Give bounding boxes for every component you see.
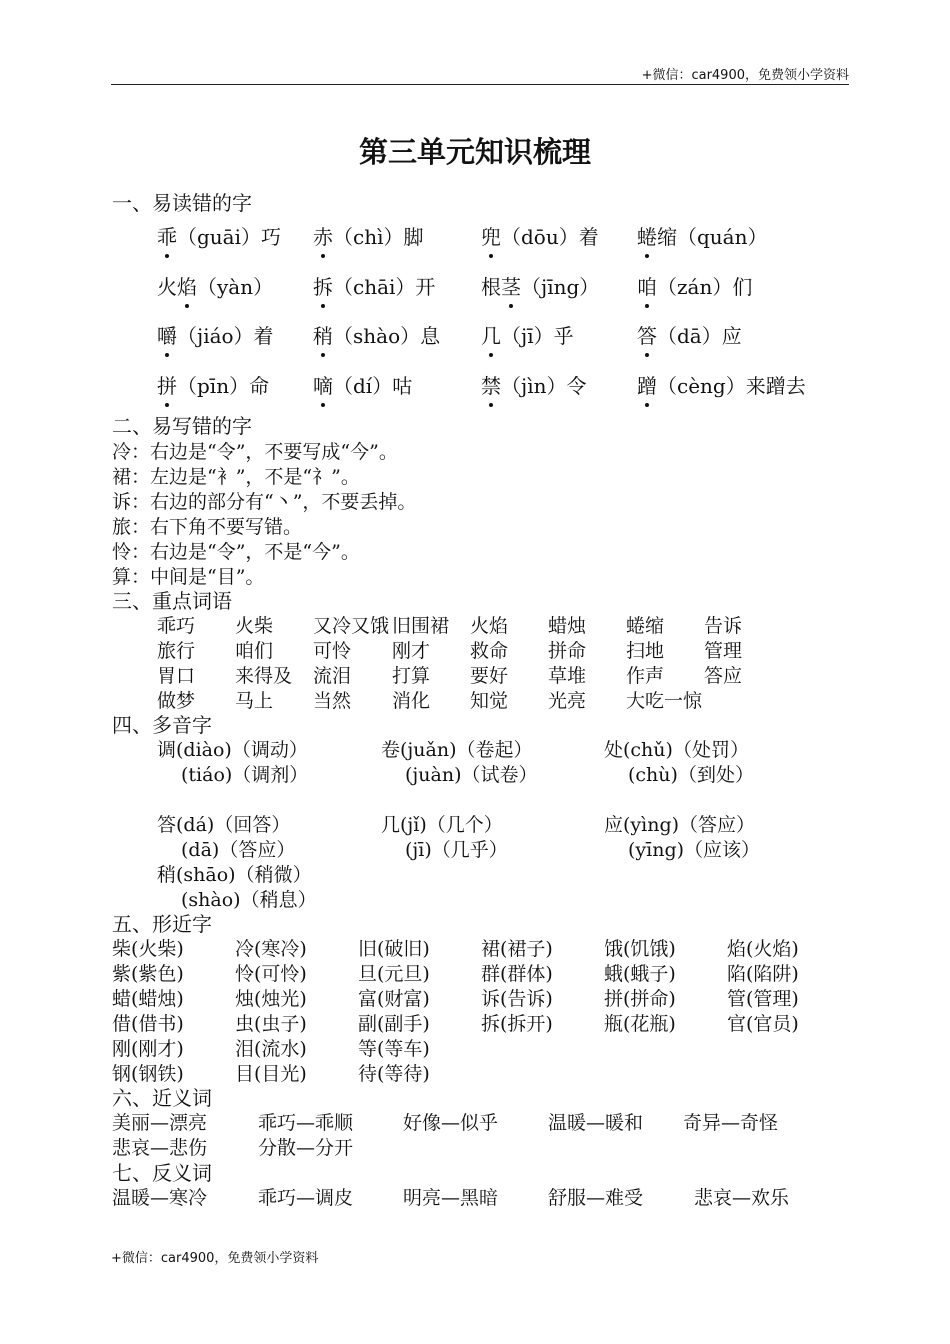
- pinyin-text: （zán）们: [657, 275, 753, 299]
- word-item: 做梦: [157, 690, 196, 712]
- pinyin-item: [157, 273, 273, 301]
- emphasized-char: 赤: [313, 225, 333, 249]
- word-item: 火焰: [470, 615, 509, 637]
- antonym-pair: 舒服—难受: [548, 1187, 644, 1209]
- synonym-pair: 乖巧—乖顺: [258, 1112, 354, 1134]
- polyphone-item: (juàn)（试卷）: [405, 764, 538, 786]
- similar-char-item: 群(群体): [481, 963, 553, 985]
- word-item: 乖巧: [157, 615, 196, 637]
- word-item: 旧围裙: [392, 615, 450, 637]
- pinyin-text: （dí）咕: [333, 374, 413, 398]
- word-item: 答应: [704, 665, 743, 687]
- polyphone-item: 调(diào)（调动）: [157, 739, 308, 761]
- similar-char-item: 待(等待): [358, 1063, 430, 1085]
- word-item: 马上: [235, 690, 274, 712]
- section-4-heading: 四、多音字: [112, 713, 212, 737]
- word-item: 可怜: [313, 640, 352, 662]
- emphasized-char: 蹭: [637, 374, 657, 398]
- word-item: 当然: [313, 690, 352, 712]
- emphasized-char: 拼: [157, 374, 177, 398]
- pinyin-item: [481, 372, 586, 400]
- word-item: 咱们: [235, 640, 274, 662]
- pinyin-item: [637, 223, 768, 251]
- similar-char-item: 富(财富): [358, 988, 430, 1010]
- pinyin-item: [637, 273, 752, 301]
- similar-char-item: 目(目光): [235, 1063, 307, 1085]
- similar-char-item: 怜(可怜): [235, 963, 307, 985]
- section-3-heading: 三、重点词语: [112, 589, 232, 613]
- word-item: 扫地: [626, 640, 665, 662]
- pinyin-item: [157, 372, 269, 400]
- similar-char-item: 拼(拼命): [604, 988, 676, 1010]
- emphasized-char: 答: [637, 324, 657, 348]
- word-item: 火柴: [235, 615, 274, 637]
- pinyin-text: （guāi）巧: [177, 225, 282, 249]
- pinyin-text: （cèng）来蹭去: [657, 374, 806, 398]
- section-2-heading: 二、易写错的字: [112, 414, 252, 438]
- synonym-pair: 美丽—漂亮: [112, 1112, 208, 1134]
- synonym-pair: 温暖—暖和: [548, 1112, 644, 1134]
- word-item: 拼命: [548, 640, 587, 662]
- note-line: 裙：左边是“衤”，不是“礻”。: [112, 466, 360, 488]
- polyphone-item: (yīng)（应该）: [628, 839, 761, 861]
- synonym-pair: 悲哀—悲伤: [112, 1137, 208, 1159]
- word-item: 又冷又饿: [313, 615, 390, 637]
- similar-char-item: 刚(刚才): [112, 1038, 184, 1060]
- word-item: 胃口: [157, 665, 196, 687]
- pinyin-item: [637, 322, 742, 350]
- header-note: +微信：car4900，免费领小学资料: [641, 68, 849, 83]
- header-rule: [111, 84, 849, 85]
- synonym-pair: 分散—分开: [258, 1137, 354, 1159]
- pinyin-item: [313, 372, 412, 400]
- pinyin-item: [481, 322, 574, 350]
- word-item: 旅行: [157, 640, 196, 662]
- polyphone-item: 答(dá)（回答）: [157, 814, 291, 836]
- synonym-pair: 好像—似乎: [403, 1112, 499, 1134]
- polyphone-item: (chù)（到处）: [628, 764, 754, 786]
- section-6-heading: 六、近义词: [112, 1086, 212, 1110]
- similar-char-item: 旦(元旦): [358, 963, 430, 985]
- emphasized-char: 兜: [481, 225, 501, 249]
- similar-char-item: 诉(告诉): [481, 988, 553, 1010]
- polyphone-item: 几(jǐ)（几个）: [381, 814, 503, 836]
- similar-char-item: 冷(寒冷): [235, 938, 307, 960]
- footer-note: +微信：car4900，免费领小学资料: [111, 1251, 319, 1266]
- pinyin-text: （pīn）命: [177, 374, 270, 398]
- word-item: 蜡烛: [548, 615, 587, 637]
- similar-char-item: 拆(拆开): [481, 1013, 553, 1035]
- pinyin-text: （jìn）令: [501, 374, 587, 398]
- similar-char-item: 管(管理): [727, 988, 799, 1010]
- pinyin-text: 缩（quán）: [657, 225, 768, 249]
- pinyin-item: [157, 322, 274, 350]
- word-item: 光亮: [548, 690, 587, 712]
- note-line: 诉：右边的部分有“丶”，不要丢掉。: [112, 491, 417, 513]
- word-item: 作声: [626, 665, 665, 687]
- pinyin-text: （jīng）: [521, 275, 600, 299]
- note-line: 怜：右边是“令”，不是“今”。: [112, 541, 360, 563]
- similar-char-item: 副(副手): [358, 1013, 430, 1035]
- emphasized-char: 乖: [157, 225, 177, 249]
- similar-char-item: 裙(裙子): [481, 938, 553, 960]
- pinyin-text: （yàn）: [197, 275, 274, 299]
- section-5-heading: 五、形近字: [112, 912, 212, 936]
- word-item: 草堆: [548, 665, 587, 687]
- word-item: 要好: [470, 665, 509, 687]
- similar-char-item: 柴(火柴): [112, 938, 184, 960]
- pinyin-prefix: 火: [157, 275, 177, 299]
- similar-char-item: 蜡(蜡烛): [112, 988, 184, 1010]
- note-line: 旅：右下角不要写错。: [112, 516, 303, 538]
- pinyin-item: [637, 372, 806, 400]
- antonym-pair: 乖巧—调皮: [258, 1187, 354, 1209]
- emphasized-char: 嘀: [313, 374, 333, 398]
- word-item: 流泪: [313, 665, 352, 687]
- antonym-pair: 温暖—寒冷: [112, 1187, 208, 1209]
- polyphone-item: 应(yìng)（答应）: [604, 814, 756, 836]
- emphasized-char: 茎: [501, 275, 521, 299]
- section-1-heading: 一、易读错的字: [112, 191, 252, 215]
- section-7-heading: 七、反义词: [112, 1161, 212, 1185]
- polyphone-item: (shào)（稍息）: [181, 889, 317, 911]
- word-item: 大吃一惊: [626, 690, 703, 712]
- emphasized-char: 稍: [313, 324, 333, 348]
- similar-char-item: 蛾(蛾子): [604, 963, 676, 985]
- similar-char-item: 瓶(花瓶): [604, 1013, 676, 1035]
- similar-char-item: 焰(火焰): [727, 938, 799, 960]
- emphasized-char: 咱: [637, 275, 657, 299]
- antonym-pair: 悲哀—欢乐: [694, 1187, 790, 1209]
- pinyin-item: [313, 322, 440, 350]
- polyphone-item: 稍(shāo)（稍微）: [157, 864, 312, 886]
- emphasized-char: 拆: [313, 275, 333, 299]
- word-item: 来得及: [235, 665, 293, 687]
- emphasized-char: 蜷: [637, 225, 657, 249]
- word-item: 消化: [392, 690, 431, 712]
- similar-char-item: 官(官员): [727, 1013, 799, 1035]
- pinyin-text: （dōu）着: [501, 225, 599, 249]
- page-title: 第三单元知识梳理: [358, 135, 591, 169]
- polyphone-item: (tiáo)（调剂）: [181, 764, 309, 786]
- pinyin-text: （jiáo）着: [177, 324, 274, 348]
- pinyin-item: [313, 273, 435, 301]
- synonym-pair: 奇异—奇怪: [683, 1112, 779, 1134]
- antonym-pair: 明亮—黑暗: [403, 1187, 499, 1209]
- word-item: 知觉: [470, 690, 509, 712]
- similar-char-item: 烛(烛光): [235, 988, 307, 1010]
- emphasized-char: 几: [481, 324, 501, 348]
- word-item: 救命: [470, 640, 509, 662]
- polyphone-item: (jī)（几乎）: [405, 839, 508, 861]
- similar-char-item: 虫(虫子): [235, 1013, 307, 1035]
- pinyin-text: （chì）脚: [333, 225, 424, 249]
- pinyin-item: [313, 223, 423, 251]
- pinyin-prefix: 根: [481, 275, 501, 299]
- word-item: 刚才: [392, 640, 431, 662]
- polyphone-item: 卷(juǎn)（卷起）: [381, 739, 533, 761]
- note-line: 冷：右边是“令”，不要写成“今”。: [112, 441, 398, 463]
- similar-char-item: 借(借书): [112, 1013, 184, 1035]
- similar-char-item: 紫(紫色): [112, 963, 184, 985]
- pinyin-text: （dā）应: [657, 324, 742, 348]
- similar-char-item: 钢(钢铁): [112, 1063, 184, 1085]
- similar-char-item: 泪(流水): [235, 1038, 307, 1060]
- emphasized-char: 禁: [481, 374, 501, 398]
- emphasized-char: 焰: [177, 275, 197, 299]
- word-item: 管理: [704, 640, 743, 662]
- emphasized-char: 嚼: [157, 324, 177, 348]
- pinyin-item: [481, 223, 599, 251]
- similar-char-item: 等(等车): [358, 1038, 430, 1060]
- pinyin-item: [481, 273, 599, 301]
- similar-char-item: 饿(饥饿): [604, 938, 676, 960]
- pinyin-text: （chāi）开: [333, 275, 436, 299]
- similar-char-item: 旧(破旧): [358, 938, 430, 960]
- polyphone-item: 处(chǔ)（处罚）: [604, 739, 749, 761]
- word-item: 打算: [392, 665, 431, 687]
- pinyin-text: （shào）息: [333, 324, 441, 348]
- note-line: 算：中间是“目”。: [112, 566, 265, 588]
- polyphone-item: (dā)（答应）: [181, 839, 296, 861]
- pinyin-item: [157, 223, 281, 251]
- pinyin-text: （jī）乎: [501, 324, 574, 348]
- similar-char-item: 陷(陷阱): [727, 963, 799, 985]
- word-item: 告诉: [704, 615, 743, 637]
- word-item: 蜷缩: [626, 615, 665, 637]
